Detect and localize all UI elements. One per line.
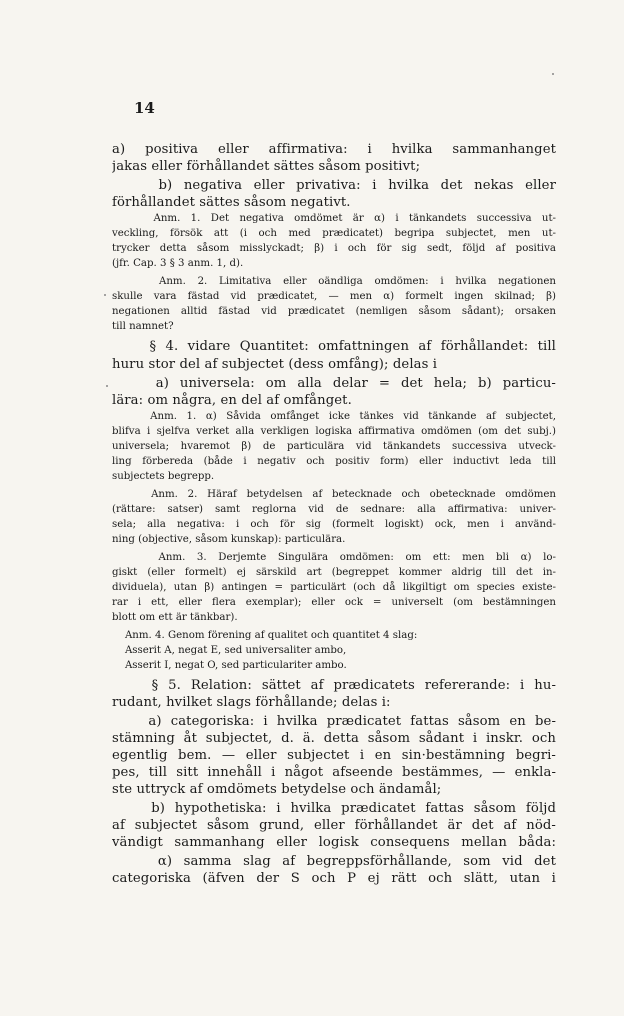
text-line: till namnet? [112, 321, 174, 332]
text-line: af subjectet såsom grund, eller förhållandet är det af nöd- [112, 818, 556, 833]
text-line: sela; alla negativa: i och för sig (formelt logiskt) ock, men i använd- [112, 519, 556, 530]
margin-mark [104, 294, 106, 296]
text-line: (jfr. Cap. 3 § 3 anm. 1, d). [112, 258, 244, 269]
text-line: förhållandet sättes såsom negativt. [112, 195, 351, 210]
text-line: giskt (eller formelt) ej särskild art (begreppet kommer aldrig till det in- [112, 567, 556, 578]
text-line: skulle vara fästad vid prædicatet, — men α) formelt ingen skilnad; β) [112, 291, 556, 302]
text-line: pes, till sitt innehåll i något afseende bestämmes, — enkla- [112, 765, 556, 780]
text-line: a) categoriska: i hvilka prædicatet fattas såsom en be- [112, 714, 556, 729]
text-line: Anm. 3. Derjemte Singulära omdömen: om ett: men bli α) lo- [112, 552, 556, 563]
text-line: Anm. 2. Häraf betydelsen af betecknade och obetecknade omdömen [112, 489, 556, 500]
text-line: a) universela: om alla delar = det hela; b) particu- [112, 376, 556, 391]
text-line: Anm. 4. Genom förening af qualitet och quantitet 4 slag: [112, 630, 418, 641]
text-line: veckling, försök att (i och med prædicatet) begripa subjectet, men ut- [112, 228, 556, 239]
page-number: 14 [134, 99, 155, 117]
text-line: vändigt sammanhang eller logisk consequens mellan båda: [112, 835, 556, 850]
text-line: rudant, hvilket slags förhållande; delas i: [112, 695, 391, 710]
margin-mark [552, 73, 554, 75]
text-line: blifva i sjelfva verket alla verkligen logiska affirmativa omdömen (om det subj.) [112, 426, 556, 437]
text-line: universela; hvaremot β) de particulära vid tänkandets successiva utveck- [112, 441, 556, 452]
text-line: jakas eller förhållandet sättes såsom positivt; [112, 159, 421, 174]
text-line: a) positiva eller affirmativa: i hvilka sammanhanget [112, 142, 556, 157]
margin-mark [106, 385, 108, 387]
text-line: negationen alltid fästad vid prædicatet (nemligen såsom sådant); orsaken [112, 306, 556, 317]
text-line: lära: om några, en del af omfånget. [112, 393, 352, 408]
text-line: § 4. vidare Quantitet: omfattningen af förhållandet: till [112, 339, 556, 354]
text-line: dividuela), utan β) antingen = particulärt (och då likgiltigt om species existe- [112, 582, 556, 593]
text-line: huru stor del af subjectet (dess omfång); delas i [112, 357, 438, 372]
text-line: rar i ett, eller flera exemplar); eller ock = universelt (om bestämningen [112, 597, 556, 608]
text-line: subjectets begrepp. [112, 471, 215, 482]
text-line: categoriska (äfven der S och P ej rätt och slätt, utan i [112, 871, 556, 886]
text-line: blott om ett är tänkbar). [112, 612, 238, 623]
text-line: Anm. 1. α) Såvida omfånget icke tänkes vid tänkande af subjectet, [112, 411, 556, 422]
text-line: b) hypothetiska: i hvilka prædicatet fattas såsom följd [112, 801, 556, 816]
text-line: egentlig bem. — eller subjectet i en sin·bestämning begri- [112, 748, 556, 763]
text-line: Anm. 2. Limitativa eller oändliga omdömen: i hvilka negationen [112, 276, 556, 287]
text-line: ning (objective, såsom kunskap): particulära. [112, 534, 346, 545]
text-line: stämning åt subjectet, d. ä. detta såsom sådant i inskr. och [112, 731, 556, 746]
text-line: α) samma slag af begreppsförhållande, som vid det [112, 854, 556, 869]
text-line: Asserit I, negat O, sed particulariter ambo. [112, 660, 347, 671]
text-line: b) negativa eller privativa: i hvilka det nekas eller [112, 178, 556, 193]
text-line: trycker detta såsom misslyckadt; β) i och för sig sedt, följd af positiva [112, 243, 556, 254]
text-line: § 5. Relation: sättet af prædicatets refererande: i hu- [112, 678, 556, 693]
text-line: Anm. 1. Det negativa omdömet är α) i tänkandets successiva ut- [112, 213, 556, 224]
text-line: ling förberedа (både i negativ och positiv form) eller inductivt leda till [112, 456, 556, 467]
text-line: ste uttryck af omdömets betydelse och ändamål; [112, 782, 442, 797]
text-line: (rättare: satser) samt reglorna vid de sednare: alla affirmativa: univer- [112, 504, 556, 515]
text-line: Asserit A, negat E, sed universaliter ambo, [112, 645, 347, 656]
